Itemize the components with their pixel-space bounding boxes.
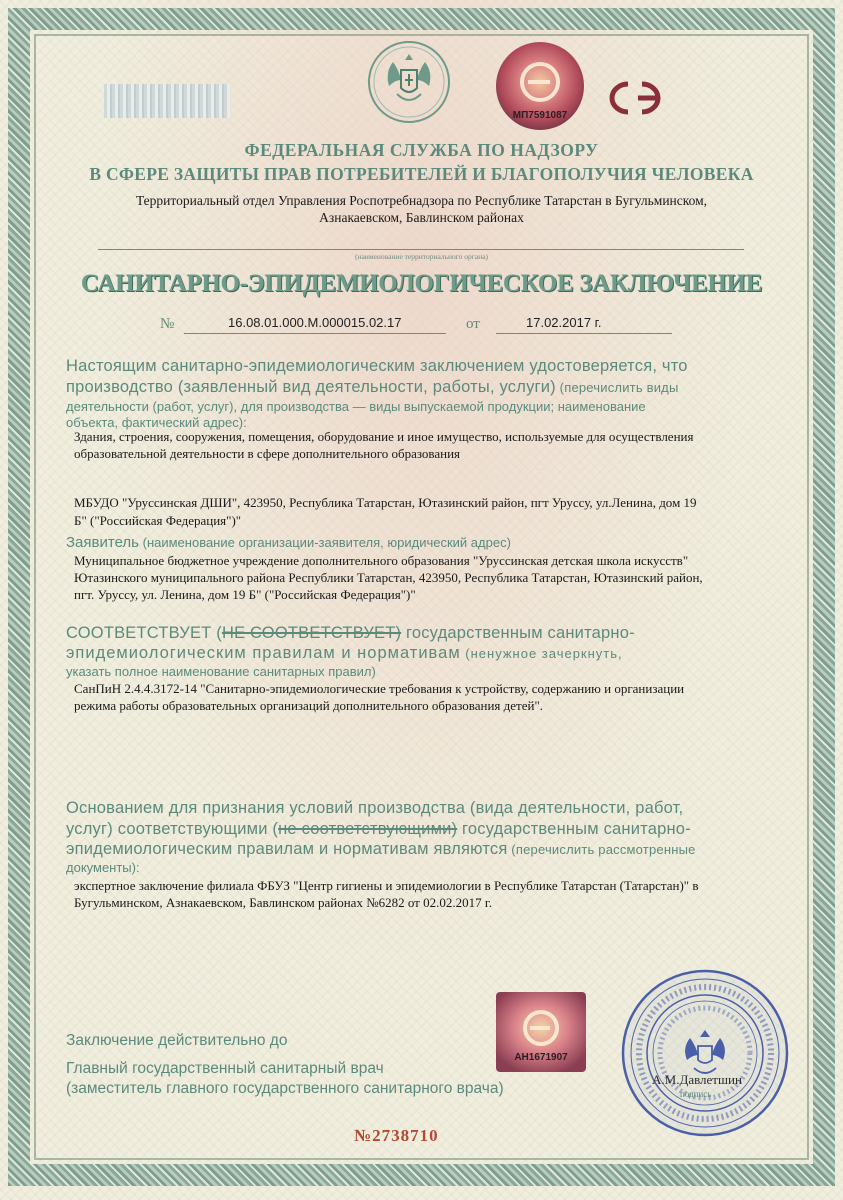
- territorial-underline: [98, 249, 744, 250]
- conformity-line2-hint: (ненужное зачеркнуть,: [460, 646, 623, 661]
- basis-doc-line1: экспертное заключение филиала ФБУЗ "Центр гигиены и эпидемиологии в Республике Татарстан (Татарстан)" в: [74, 878, 699, 893]
- hologram-bottom-code: АН1671907: [514, 1052, 568, 1063]
- object-line2: Б" ("Российская Федерация")": [74, 513, 242, 528]
- applicant-hint: (наименование организации-заявителя, юридический адрес): [139, 535, 511, 550]
- rules-line2: режима работы образовательных организаций дополнительного образования детей".: [74, 698, 543, 713]
- certifies-line2: [66, 377, 778, 398]
- date-value: 17.02.2017 г.: [526, 315, 602, 330]
- certifies-line4: объекта, фактический адрес):: [66, 415, 247, 430]
- certifies-line3: деятельности (работ, услуг), для производства — виды выпускаемой продукции; наименование: [66, 399, 646, 414]
- basis-struck: не соответствующими): [278, 820, 458, 838]
- applicant-label: Заявитель: [66, 534, 139, 551]
- applicant-heading: [66, 534, 511, 551]
- doctor-title-line2: (заместитель главного государственного санитарного врача): [66, 1080, 504, 1097]
- conformity-line3: указать полное наименование санитарных правил): [66, 664, 376, 679]
- applicant-line1: Муниципальное бюджетное учреждение дополнительного образования "Уруссинская детская школа искусств": [74, 553, 689, 568]
- basis-line2-pre: услуг) соответствующими (: [66, 820, 279, 838]
- basis-line3-hint: (перечислить рассмотренные: [507, 842, 696, 857]
- basis-doc-line2: Бугульминском, Азнакаевском, Бавлинском районах №6282 от 02.02.2017 г.: [74, 895, 492, 910]
- object-line1: МБУДО "Уруссинская ДШИ", 423950, Республика Татарстан, Ютазинский район, пгт Уруссу, ул.Ленина, дом 19: [74, 495, 697, 510]
- signatory-name: А.М.Давлетшин: [652, 1072, 742, 1087]
- basis-line1: Основанием для признания условий производства (вида деятельности, работ,: [66, 799, 684, 817]
- basis-line3: [66, 839, 778, 860]
- territorial-body-line1: Территориальный отдел Управления Роспотребнадзора по Республике Татарстан в Бугульминском,: [135, 193, 708, 208]
- hologram-top-icon: [494, 40, 586, 132]
- date-label: от: [466, 316, 480, 332]
- territorial-body-line2: Азнакаевском, Бавлинском районах: [319, 210, 524, 225]
- agency-title-line2: В СФЕРЕ ЗАЩИТЫ ПРАВ ПОТРЕБИТЕЛЕЙ И БЛАГОПОЛУЧИЯ ЧЕЛОВЕКА: [89, 164, 754, 184]
- applicant-line2: Ютазинского муниципального района Республики Татарстан, 423950, Республика Татарстан, Ютазинский район,: [74, 570, 703, 585]
- russian-eagle-emblem-icon: [367, 36, 451, 126]
- hologram-strip: [104, 84, 230, 118]
- basis-line4: документы):: [66, 860, 140, 875]
- serial-number: №2738710: [354, 1126, 439, 1145]
- conformity-line2: [66, 643, 778, 664]
- activity-line2: образовательной деятельности в сфере дополнительного образования: [74, 446, 461, 461]
- certifies-line1: Настоящим санитарно-эпидемиологическим заключением удостоверяется, что: [66, 357, 688, 375]
- conformity-line1: [66, 623, 778, 643]
- activity-line1: Здания, строения, сооружения, помещения, оборудование и иное имущество, используемые для осуществления: [74, 429, 694, 444]
- signature-caption: подпись: [680, 1089, 712, 1099]
- conformity-line2-main: эпидемиологическим правилам и нормативам: [66, 644, 461, 662]
- official-round-seal-icon: [620, 968, 790, 1138]
- certifies-line2-main: производство (заявленный вид деятельности, работы, услуги): [66, 378, 556, 396]
- basis-line3-main: эпидемиологическим правилам и нормативам являются: [66, 840, 508, 858]
- applicant-line3: пгт. Уруссу, ул. Ленина, дом 19 Б" ("Российская Федерация")": [74, 587, 416, 602]
- hologram-bottom-icon: [496, 992, 586, 1072]
- complies-text: СООТВЕТСТВУЕТ (: [66, 624, 222, 642]
- date-underline: [496, 333, 672, 334]
- agency-title-line1: ФЕДЕРАЛЬНАЯ СЛУЖБА ПО НАДЗОРУ: [244, 140, 599, 160]
- number-underline: [184, 333, 446, 334]
- basis-line2: [66, 819, 778, 839]
- number-value: 16.08.01.000.М.000015.02.17: [228, 315, 402, 330]
- not-complies-struck: НЕ СООТВЕТСТВУЕТ): [221, 624, 402, 642]
- doctor-title-line1: Главный государственный санитарный врач: [66, 1060, 384, 1077]
- document-title: САНИТАРНО-ЭПИДЕМИОЛОГИЧЕСКОЕ ЗАКЛЮЧЕНИЕ: [80, 270, 763, 297]
- conformity-rest: государственным санитарно-: [401, 624, 635, 642]
- se-mark-icon: [598, 78, 676, 118]
- territorial-caption: (наименование территориального органа): [354, 252, 489, 261]
- number-label: №: [160, 316, 175, 332]
- valid-until-label: Заключение действительно до: [66, 1032, 288, 1049]
- hologram-top-code: МП7591087: [512, 110, 568, 121]
- certifies-line2-hint: (перечислить виды: [555, 380, 679, 395]
- rules-line1: СанПиН 2.4.4.3172-14 "Санитарно-эпидемиологические требования к устройству, содержанию и организации: [74, 681, 685, 696]
- basis-line2-post: государственным санитарно-: [457, 820, 691, 838]
